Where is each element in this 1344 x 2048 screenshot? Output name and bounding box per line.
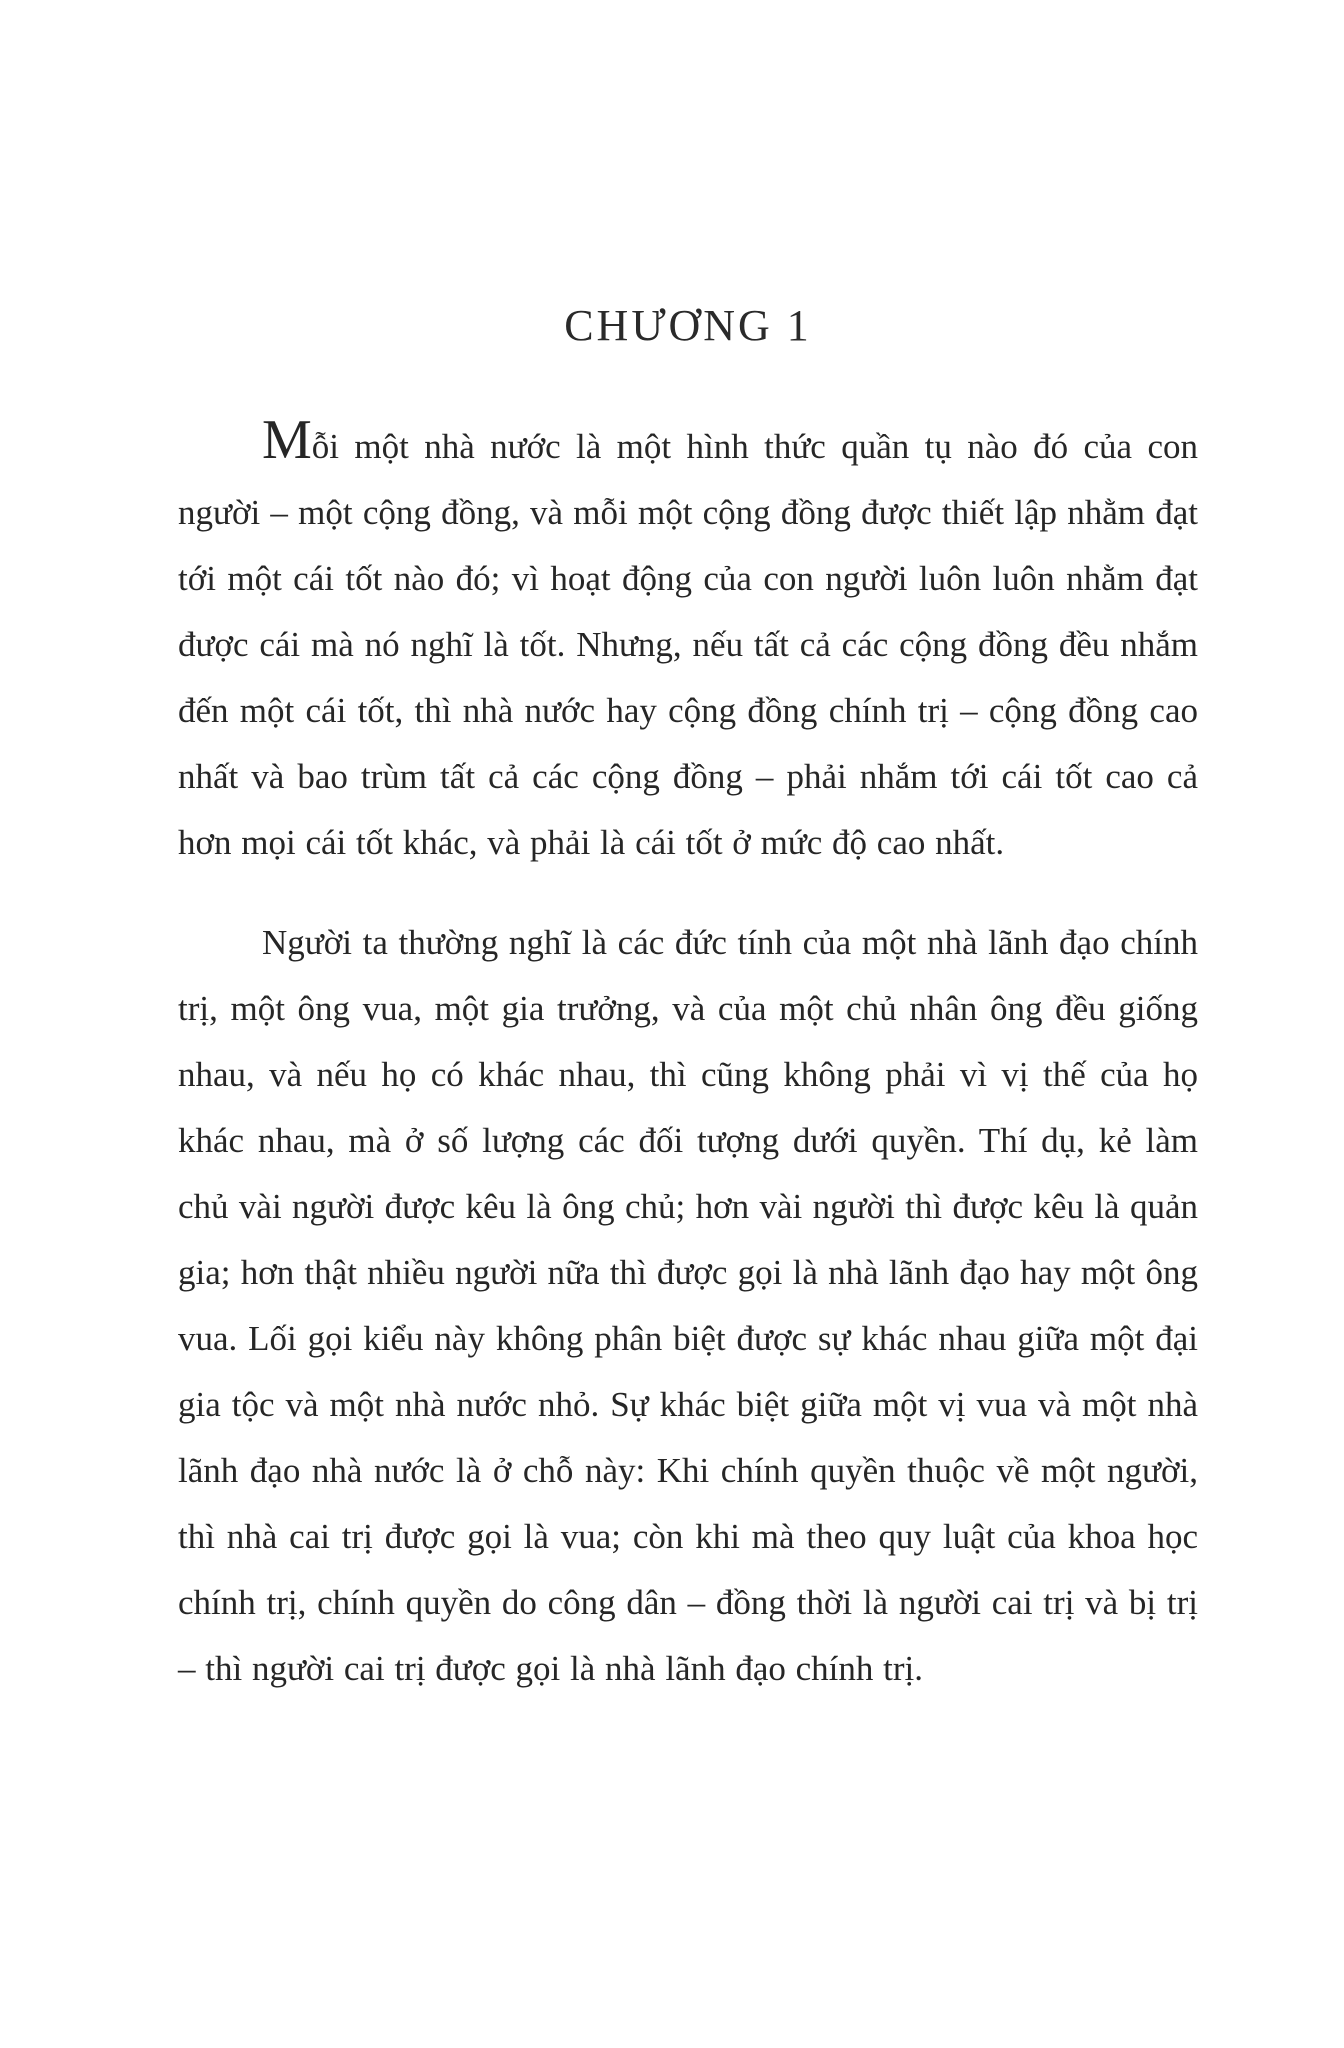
paragraph-2 bbox=[178, 910, 1198, 1702]
paragraph-1 bbox=[178, 409, 1198, 876]
page-content bbox=[178, 300, 1198, 1702]
paragraph-1-text: ỗi một nhà nước là một hình thức quần tụ nào đó của con người – một cộng đồng, và mỗi một cộng đồng được thiết lập nhằm đạt tới một cái tốt nào đó; vì hoạt động của con người luôn luôn nhằm đạt được cái mà nó nghĩ là tốt. Nhưng, nếu tất cả các cộng đồng đều nhắm đến một cái tốt, thì nhà nước hay cộng đồng chính trị – cộng đồng cao nhất và bao trùm tất cả các cộng đồng – phải nhắm tới cái tốt cao cả hơn mọi cái tốt khác, và phải là cái tốt ở mức độ cao nhất. bbox=[178, 427, 1198, 862]
drop-cap-initial: M bbox=[262, 409, 312, 471]
chapter-title: CHƯƠNG 1 bbox=[564, 301, 812, 350]
paragraph-2-text: Người ta thường nghĩ là các đức tính của một nhà lãnh đạo chính trị, một ông vua, một gia trưởng, và của một chủ nhân ông đều giống nhau, và nếu họ có khác nhau, thì cũng không phải vì vị thế của họ khác nhau, mà ở số lượng các đối tượng dưới quyền. Thí dụ, kẻ làm chủ vài người được kêu là ông chủ; hơn vài người thì được kêu là quản gia; hơn thật nhiều người nữa thì được gọi là nhà lãnh đạo hay một ông vua. Lối gọi kiểu này không phân biệt được sự khác nhau giữa một đại gia tộc và một nhà nước nhỏ. Sự khác biệt giữa một vị vua và một nhà lãnh đạo nhà nước là ở chỗ này: Khi chính quyền thuộc về một người, thì nhà cai trị được gọi là vua; còn khi mà theo quy luật của khoa học chính trị, chính quyền do công dân – đồng thời là người cai trị và bị trị – thì người cai trị được gọi là nhà lãnh đạo chính trị. bbox=[178, 923, 1198, 1688]
